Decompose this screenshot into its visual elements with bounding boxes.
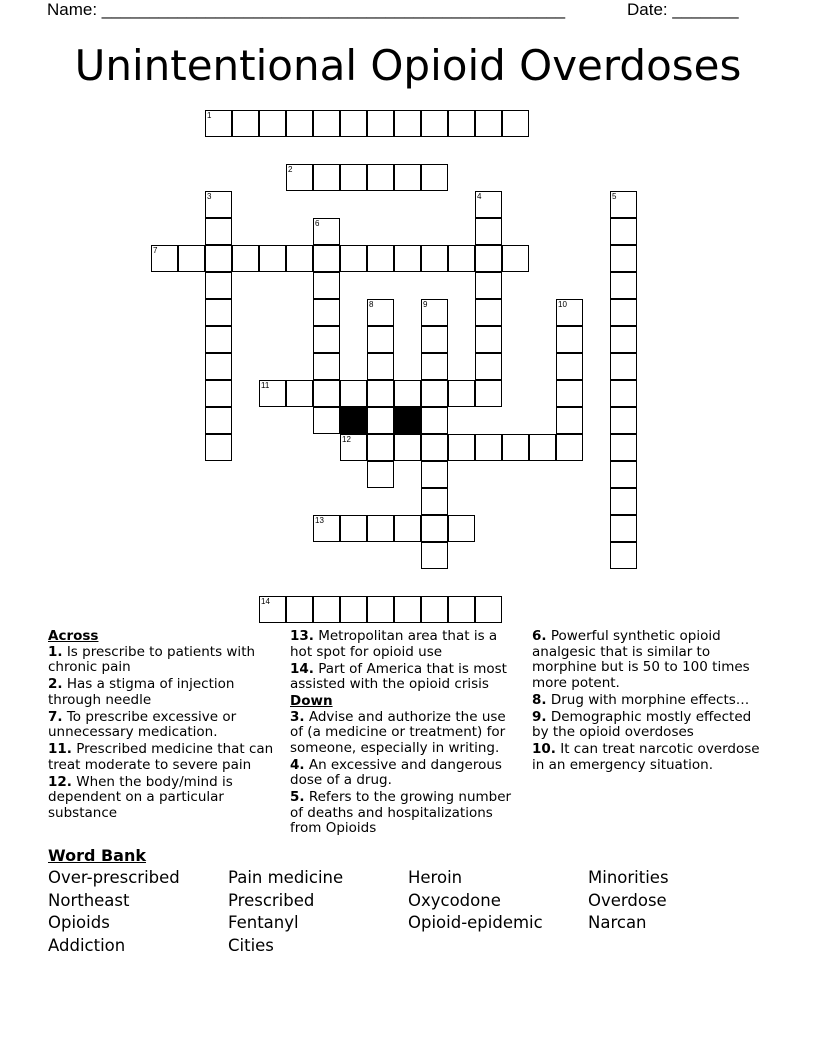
clue-down-8 — [532, 693, 764, 709]
cell-number: 1 — [207, 111, 212, 120]
crossword-cell[interactable] — [421, 326, 448, 353]
crossword-cell[interactable] — [340, 110, 367, 137]
crossword-cell[interactable] — [475, 353, 502, 380]
crossword-cell[interactable] — [610, 245, 637, 272]
crossword-cell[interactable] — [610, 515, 637, 542]
word-bank-item: Oxycodone — [408, 890, 501, 910]
crossword-cell[interactable] — [205, 272, 232, 299]
clue-number: 8. — [532, 691, 547, 708]
crossword-cell[interactable] — [259, 110, 286, 137]
clue-number: 3. — [290, 708, 305, 725]
clue-number: 2. — [48, 676, 63, 692]
clue-text: Powerful synthetic opioid analgesic that is similar to morphine but is 50 to 100 times more potent. — [532, 628, 750, 691]
crossword-cell[interactable] — [529, 434, 556, 461]
word-bank-item: Heroin — [408, 868, 463, 887]
page-title: Unintentional Opioid Overdoses — [74, 41, 742, 90]
crossword-cell[interactable] — [232, 245, 259, 272]
crossword-cell[interactable] — [394, 515, 421, 542]
down-heading: Down — [290, 693, 333, 709]
clue-across-1 — [48, 645, 280, 676]
crossword-cell[interactable] — [421, 299, 448, 326]
word-bank-item: Cities — [228, 935, 274, 955]
clue-number: 9. — [532, 708, 547, 725]
crossword-cell[interactable] — [421, 488, 448, 515]
crossword-cell[interactable] — [286, 245, 313, 272]
date-field[interactable]: Date: _______ — [627, 0, 739, 19]
clue-column-1 — [48, 629, 280, 823]
crossword-cell[interactable] — [421, 353, 448, 380]
word-bank — [48, 868, 768, 958]
crossword-cell[interactable] — [367, 353, 394, 380]
crossword-cell[interactable] — [340, 164, 367, 191]
crossword-cell[interactable] — [610, 380, 637, 407]
name-field[interactable]: Name: _________________________________________________ — [47, 0, 566, 19]
crossword-cell[interactable] — [475, 299, 502, 326]
crossword-cell[interactable] — [205, 434, 232, 461]
crossword-cell[interactable] — [313, 299, 340, 326]
clue-column-3 — [532, 629, 764, 775]
crossword-cell[interactable] — [259, 380, 286, 407]
crossword-cell[interactable] — [502, 245, 529, 272]
crossword-cell[interactable] — [556, 407, 583, 434]
crossword-cell[interactable] — [205, 326, 232, 353]
clue-text: Drug with morphine effects… — [550, 691, 750, 708]
clue-number: 12. — [48, 773, 72, 790]
crossword-cell[interactable] — [421, 164, 448, 191]
crossword-cell[interactable] — [448, 434, 475, 461]
clue-across-14 — [290, 662, 520, 693]
crossword-cell[interactable] — [448, 245, 475, 272]
crossword-cell[interactable] — [205, 110, 232, 137]
word-bank-item: Addiction — [48, 935, 126, 955]
clue-text: Refers to the growing number of deaths and hospitalizations from Opioids — [290, 789, 512, 836]
crossword-cell[interactable] — [313, 326, 340, 353]
cell-number: 11 — [261, 381, 270, 390]
crossword-cell[interactable] — [313, 353, 340, 380]
clue-number: 6. — [532, 628, 547, 644]
clue-column-2 — [290, 629, 520, 838]
crossword-cell[interactable] — [556, 353, 583, 380]
crossword-cell[interactable] — [259, 596, 286, 623]
clue-down-10 — [532, 742, 764, 773]
clue-number: 5. — [290, 789, 305, 805]
word-bank-item: Minorities — [588, 868, 669, 887]
crossword-cell[interactable] — [313, 110, 340, 137]
crossword-cell[interactable] — [367, 596, 394, 623]
crossword-cell[interactable] — [421, 110, 448, 137]
word-bank-item: Fentanyl — [228, 913, 299, 932]
clue-text: Advise and authorize the use of (a medicine or treatment) for someone, especially in writing. — [290, 708, 506, 756]
crossword-cell[interactable] — [610, 542, 637, 569]
cell-number: 6 — [315, 219, 320, 228]
clue-text: Has a stigma of injection through needle — [48, 676, 235, 708]
crossword-cell[interactable] — [475, 191, 502, 218]
crossword-black-cell — [340, 407, 367, 434]
clue-down-4 — [290, 758, 520, 789]
crossword-cell[interactable] — [367, 407, 394, 434]
crossword-cell[interactable] — [421, 407, 448, 434]
crossword-cell[interactable] — [610, 218, 637, 245]
crossword-cell[interactable] — [610, 299, 637, 326]
crossword-cell[interactable] — [394, 110, 421, 137]
crossword-cell[interactable] — [367, 380, 394, 407]
crossword-cell[interactable] — [394, 380, 421, 407]
crossword-cell[interactable] — [286, 164, 313, 191]
crossword-cell[interactable] — [475, 272, 502, 299]
crossword-cell[interactable] — [421, 515, 448, 542]
crossword-cell[interactable] — [367, 326, 394, 353]
crossword-cell[interactable] — [286, 380, 313, 407]
clue-down-6 — [532, 629, 764, 691]
crossword-cell[interactable] — [205, 191, 232, 218]
crossword-cell[interactable] — [448, 380, 475, 407]
crossword-cell[interactable] — [556, 299, 583, 326]
crossword-cell[interactable] — [367, 461, 394, 488]
crossword-cell[interactable] — [394, 434, 421, 461]
crossword-cell[interactable] — [340, 596, 367, 623]
clue-number: 14. — [290, 660, 314, 677]
crossword-cell[interactable] — [421, 245, 448, 272]
word-bank-item: Opioid-epidemic — [408, 913, 543, 932]
crossword-cell[interactable] — [367, 164, 394, 191]
crossword-cell[interactable] — [367, 434, 394, 461]
crossword-cell[interactable] — [340, 245, 367, 272]
crossword-cell[interactable] — [313, 515, 340, 542]
crossword-cell[interactable] — [178, 245, 205, 272]
crossword-cell[interactable] — [205, 380, 232, 407]
word-bank-item: Northeast — [48, 890, 130, 910]
crossword-cell[interactable] — [448, 515, 475, 542]
crossword-cell[interactable] — [556, 434, 583, 461]
cell-number: 13 — [315, 516, 324, 525]
crossword-cell[interactable] — [367, 110, 394, 137]
crossword-cell[interactable] — [286, 110, 313, 137]
cell-number: 7 — [153, 246, 158, 255]
word-bank-item: Opioids — [48, 913, 110, 932]
crossword-cell[interactable] — [340, 380, 367, 407]
crossword-cell[interactable] — [475, 110, 502, 137]
clue-number: 1. — [48, 643, 63, 660]
word-bank-item: Over-prescribed — [48, 868, 180, 887]
clue-text: It can treat narcotic overdose in an emergency situation. — [532, 741, 760, 773]
crossword-cell[interactable] — [313, 218, 340, 245]
crossword-cell[interactable] — [610, 191, 637, 218]
cell-number: 5 — [612, 192, 617, 201]
word-bank-item: Prescribed — [228, 890, 315, 910]
crossword-cell[interactable] — [151, 245, 178, 272]
cell-number: 9 — [423, 300, 428, 309]
clue-text: An excessive and dangerous dose of a drug. — [290, 756, 502, 788]
clue-text: When the body/mind is dependent on a particular substance — [48, 773, 233, 821]
crossword-cell[interactable] — [610, 488, 637, 515]
crossword-cell[interactable] — [313, 380, 340, 407]
crossword-cell[interactable] — [610, 461, 637, 488]
clue-across-2 — [48, 677, 280, 708]
crossword-cell[interactable] — [286, 596, 313, 623]
clue-across-7 — [48, 710, 280, 741]
clue-number: 7. — [48, 708, 63, 725]
crossword-cell[interactable] — [205, 245, 232, 272]
clue-text: Part of America that is most assisted with the opioid crisis — [290, 660, 507, 692]
crossword-cell[interactable] — [610, 326, 637, 353]
clue-text: To prescribe excessive or unnecessary medication. — [48, 708, 237, 740]
crossword-cell[interactable] — [421, 380, 448, 407]
crossword-cell[interactable] — [475, 326, 502, 353]
crossword-cell[interactable] — [394, 164, 421, 191]
crossword-cell[interactable] — [205, 299, 232, 326]
crossword-cell[interactable] — [556, 380, 583, 407]
crossword-cell[interactable] — [421, 596, 448, 623]
crossword-cell[interactable] — [313, 164, 340, 191]
clue-across-12 — [48, 775, 280, 822]
cell-number: 3 — [207, 192, 212, 201]
crossword-cell[interactable] — [340, 515, 367, 542]
crossword-cell[interactable] — [340, 434, 367, 461]
crossword-cell[interactable] — [313, 272, 340, 299]
crossword-cell[interactable] — [232, 110, 259, 137]
crossword-cell[interactable] — [475, 434, 502, 461]
crossword-cell[interactable] — [448, 110, 475, 137]
cell-number: 4 — [477, 192, 482, 201]
crossword-cell[interactable] — [367, 245, 394, 272]
crossword-cell[interactable] — [502, 434, 529, 461]
crossword-black-cell — [394, 407, 421, 434]
crossword-cell[interactable] — [421, 542, 448, 569]
word-bank-item: Overdose — [588, 890, 667, 910]
crossword-cell[interactable] — [610, 272, 637, 299]
crossword-cell[interactable] — [394, 245, 421, 272]
crossword-cell[interactable] — [205, 218, 232, 245]
crossword-cell[interactable] — [313, 407, 340, 434]
crossword-cell[interactable] — [475, 380, 502, 407]
clue-across-13 — [290, 629, 520, 660]
crossword-cell[interactable] — [259, 245, 286, 272]
crossword-cell[interactable] — [475, 596, 502, 623]
clue-number: 4. — [290, 756, 305, 773]
clue-down-3 — [290, 710, 520, 757]
crossword-cell[interactable] — [313, 245, 340, 272]
crossword-cell[interactable] — [205, 407, 232, 434]
clue-across-11 — [48, 742, 280, 773]
clue-text: Prescribed medicine that can treat moderate to severe pain — [48, 741, 274, 773]
cell-number: 12 — [342, 435, 351, 444]
crossword-cell[interactable] — [556, 326, 583, 353]
word-bank-item: Pain medicine — [228, 868, 344, 887]
crossword-cell[interactable] — [394, 596, 421, 623]
clue-text: Metropolitan area that is a hot spot for opioid use — [290, 628, 498, 660]
cell-number: 10 — [558, 300, 567, 309]
word-bank-heading: Word Bank — [48, 846, 147, 865]
crossword-cell[interactable] — [367, 299, 394, 326]
cell-number: 2 — [288, 165, 293, 174]
clue-down-9 — [532, 710, 764, 741]
across-heading: Across — [48, 628, 99, 644]
crossword-cell[interactable] — [367, 515, 394, 542]
clue-down-5 — [290, 790, 520, 837]
clue-text: Demographic mostly effected by the opioid overdoses — [532, 708, 752, 740]
clue-text: Is prescribe to patients with chronic pain — [48, 643, 256, 675]
crossword-cell[interactable] — [421, 434, 448, 461]
crossword-cell[interactable] — [610, 353, 637, 380]
crossword-cell[interactable] — [205, 353, 232, 380]
crossword-cell[interactable] — [448, 596, 475, 623]
clue-number: 11. — [48, 741, 72, 757]
cell-number: 8 — [369, 300, 374, 309]
word-bank-item: Narcan — [588, 913, 647, 932]
crossword-cell[interactable] — [475, 245, 502, 272]
clue-number: 13. — [290, 628, 314, 644]
crossword-cell[interactable] — [502, 110, 529, 137]
crossword-cell[interactable] — [475, 218, 502, 245]
crossword-cell[interactable] — [421, 461, 448, 488]
crossword-cell[interactable] — [313, 596, 340, 623]
crossword-cell[interactable] — [610, 407, 637, 434]
clue-number: 10. — [532, 741, 556, 757]
cell-number: 14 — [261, 597, 270, 606]
crossword-cell[interactable] — [610, 434, 637, 461]
